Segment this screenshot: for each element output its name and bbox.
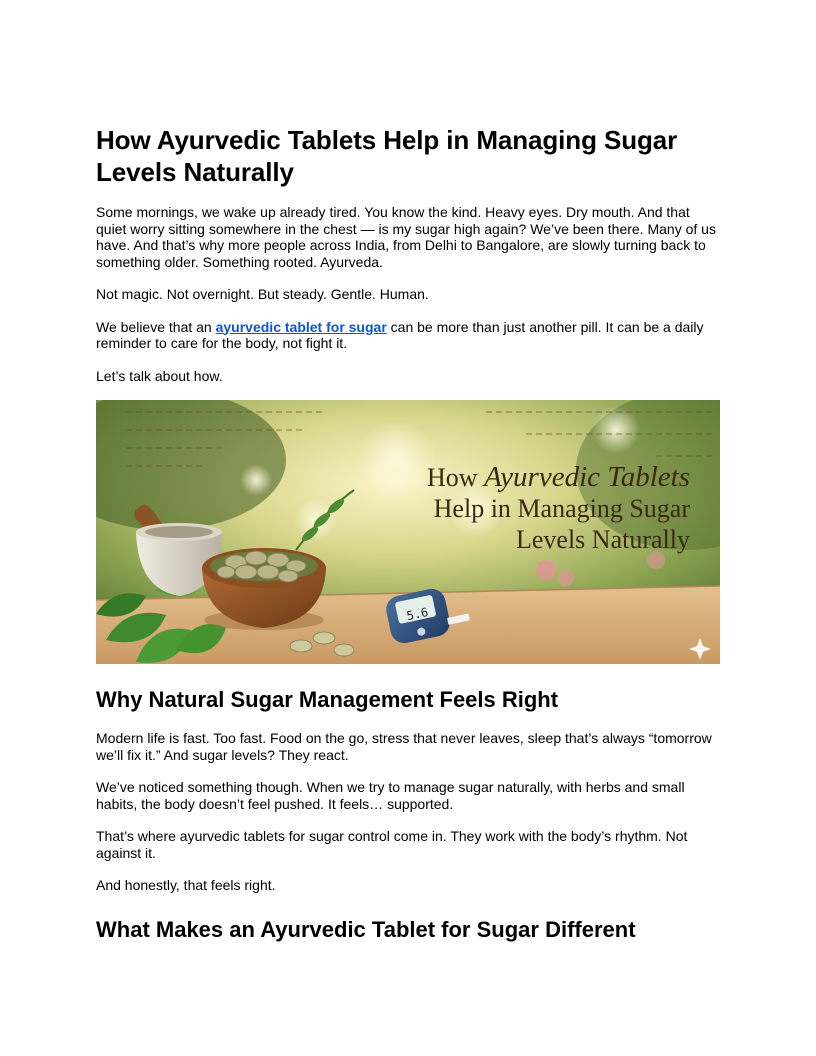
section1-paragraph-1: Modern life is fast. Too fast. Food on the go, stress that never leaves, sleep that’s always “tomorrow we’ll fix it.” And sugar levels? They react. bbox=[96, 730, 712, 763]
article-banner-image bbox=[96, 400, 720, 664]
belief-text-before: We believe that an bbox=[96, 318, 216, 335]
banner-title-line-2: Help in Managing Sugar bbox=[433, 494, 690, 523]
banner-title-italic: Ayurvedic Tablets bbox=[484, 461, 690, 493]
belief-text-after: can be more than just another pill. It can be a daily reminder to care for the body, not fight it. bbox=[96, 318, 704, 351]
ayurvedic-tablet-link[interactable]: ayurvedic tablet for sugar bbox=[215, 318, 387, 335]
banner-title-plain: How bbox=[427, 463, 485, 492]
section1-paragraph-2: We’ve noticed something though. When we try to manage sugar naturally, with herbs and small habits, the body doesn’t feel pushed. It feels… supported. bbox=[96, 779, 685, 812]
tagline-paragraph: Not magic. Not overnight. But steady. Gentle. Human. bbox=[96, 286, 429, 302]
belief-paragraph bbox=[96, 319, 720, 352]
document-page bbox=[96, 124, 720, 944]
banner-title-line-3: Levels Naturally bbox=[516, 525, 690, 554]
section-heading-tablet-difference: What Makes an Ayurvedic Tablet for Sugar Different bbox=[96, 916, 636, 942]
banner-title-line-1 bbox=[370, 462, 690, 493]
banner-title bbox=[370, 462, 690, 555]
glucose-meter-reading: 5.6 bbox=[405, 604, 430, 624]
section1-paragraph-3: That’s where ayurvedic tablets for sugar control come in. They work with the body’s rhythm. Not against it. bbox=[96, 828, 688, 861]
page-title: How Ayurvedic Tablets Help in Managing Sugar Levels Naturally bbox=[96, 125, 678, 187]
section1-paragraph-4: And honestly, that feels right. bbox=[96, 877, 276, 893]
herbal-tablet-bowl bbox=[202, 548, 326, 630]
lets-talk-paragraph: Let’s talk about how. bbox=[96, 367, 223, 384]
intro-paragraph: Some mornings, we wake up already tired. You know the kind. Heavy eyes. Dry mouth. And that quiet worry sitting somewhere in the chest — is my sugar high again? We’ve been there. Many of us have. And that’s why more people across India, from Delhi to Bangalore, are slowly turning back to something older. Something rooted. Ayurveda. bbox=[96, 204, 716, 270]
section-heading-natural-management: Why Natural Sugar Management Feels Right bbox=[96, 687, 559, 712]
